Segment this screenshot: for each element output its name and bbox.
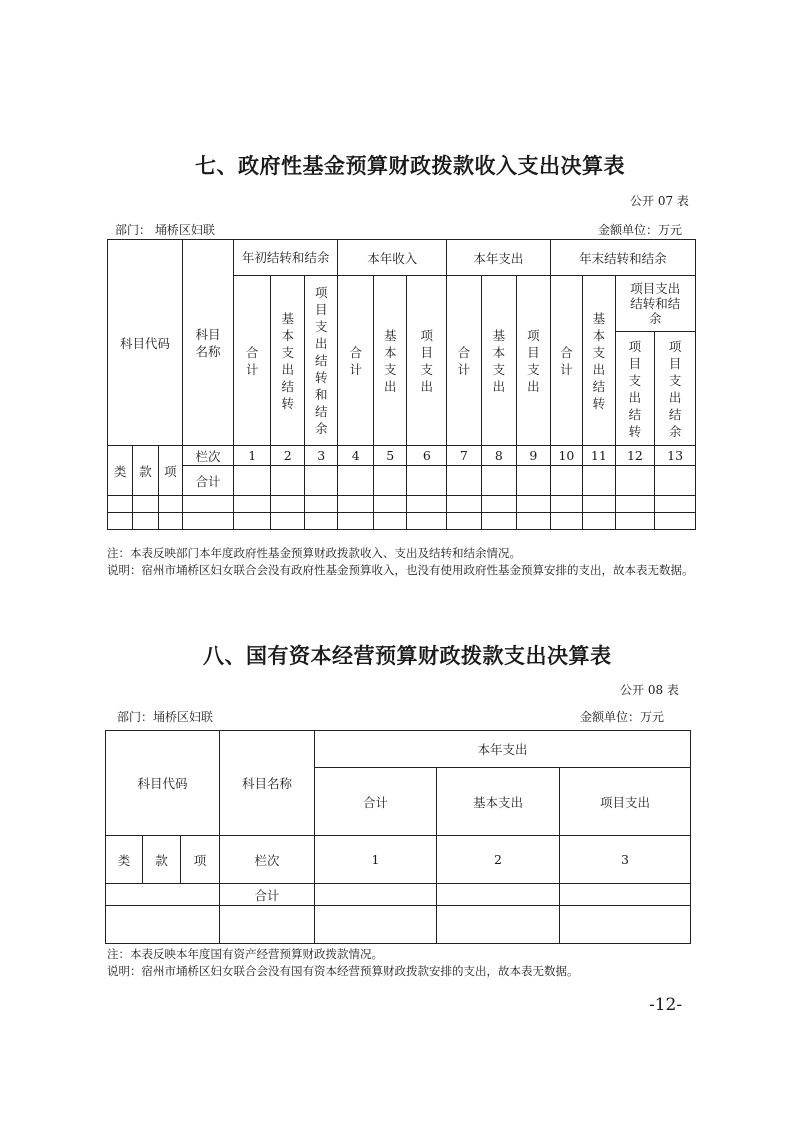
table7-end-project-group-header: 项目支出结转和结余 bbox=[615, 276, 695, 332]
table8-col-number: 3 bbox=[560, 836, 691, 884]
table7-col-number: 5 bbox=[373, 446, 407, 466]
table7-begin-project-header: 项目支出结转和结余 bbox=[304, 276, 338, 446]
table7-col-number: 7 bbox=[447, 446, 482, 466]
table8-expense-header: 本年支出 bbox=[315, 731, 691, 768]
table7-subject-code-header: 科目代码 bbox=[108, 240, 183, 446]
table-row bbox=[108, 513, 696, 530]
table7-subject-name-header: 科目名称 bbox=[183, 240, 234, 446]
table7-expense-basic-header: 基本支出 bbox=[481, 276, 517, 446]
table8-note: 注：本表反映本年度国有资产经营预算财政拨款情况。 bbox=[107, 947, 383, 961]
table8-project-header: 项目支出 bbox=[560, 768, 691, 836]
table7-total-row-label: 合计 bbox=[183, 466, 234, 496]
table7-col-number: 6 bbox=[407, 446, 447, 466]
table7-end-total-header: 合计 bbox=[550, 276, 582, 446]
table7-kuan-label: 款 bbox=[133, 446, 158, 496]
table7-col-number: 9 bbox=[517, 446, 551, 466]
table8-department: 部门：埇桥区妇联 bbox=[117, 710, 214, 724]
table8-kuan-label: 款 bbox=[143, 836, 181, 884]
table8-basic-header: 基本支出 bbox=[437, 768, 560, 836]
table7-col-number: 1 bbox=[233, 446, 271, 466]
table7-col-number: 11 bbox=[583, 446, 615, 466]
table8-lanci-label: 栏次 bbox=[220, 836, 315, 884]
table8-col-number: 2 bbox=[437, 836, 560, 884]
table7-col-number: 3 bbox=[304, 446, 338, 466]
table7-note: 注：本表反映部门本年度政府性基金预算财政拨款收入、支出及结转和结余情况。 bbox=[107, 546, 521, 560]
table7-unit: 金额单位：万元 bbox=[598, 223, 683, 237]
table8-col-number: 1 bbox=[315, 836, 437, 884]
table8-grid bbox=[105, 730, 691, 944]
table7-col-number: 13 bbox=[655, 446, 696, 466]
table7-expense-project-header: 项目支出 bbox=[517, 276, 551, 446]
table7-income-project-header: 项目支出 bbox=[407, 276, 447, 446]
table8-title: 八、国有资本经营预算财政拨款支出决算表 bbox=[203, 644, 612, 668]
table7-col-number: 2 bbox=[271, 446, 305, 466]
table7-grid bbox=[107, 239, 696, 530]
table7-title: 七、政府性基金预算财政拨款收入支出决算表 bbox=[195, 154, 625, 178]
table7-col-number: 12 bbox=[615, 446, 655, 466]
table7-begin-total-header: 合计 bbox=[233, 276, 271, 446]
table7-end-balance-header: 年末结转和结余 bbox=[550, 240, 695, 276]
table8-subject-code-header: 科目代码 bbox=[106, 731, 220, 836]
table7-col-number: 4 bbox=[338, 446, 374, 466]
table8-total-row-label: 合计 bbox=[220, 884, 315, 906]
table8-form-number: 公开 08 表 bbox=[620, 683, 679, 697]
table8-subject-name-header: 科目名称 bbox=[220, 731, 315, 836]
table7-expense-total-header: 合计 bbox=[447, 276, 482, 446]
table7-explanation: 说明：宿州市埇桥区妇女联合会没有政府性基金预算收入，也没有使用政府性基金预算安排的支出，故本表无数据。 bbox=[107, 563, 694, 577]
table8-total-header: 合计 bbox=[315, 768, 437, 836]
table7-end-project-balance-header: 项目支出结余 bbox=[655, 332, 696, 446]
page-number: -12- bbox=[649, 995, 683, 1015]
table7-lanci-label: 栏次 bbox=[183, 446, 234, 466]
table8-unit: 金额单位：万元 bbox=[580, 710, 665, 724]
table7-department: 部门： 埇桥区妇联 bbox=[115, 223, 215, 237]
table7-income-basic-header: 基本支出 bbox=[373, 276, 407, 446]
table7-end-project-carry-header: 项目支出结转 bbox=[615, 332, 655, 446]
table7-form-number: 公开 07 表 bbox=[630, 194, 689, 208]
table8-xiang-label: 项 bbox=[181, 836, 220, 884]
table7-col-number: 10 bbox=[550, 446, 582, 466]
table7-begin-basic-header: 基本支出结转 bbox=[271, 276, 305, 446]
table7-expense-header: 本年支出 bbox=[447, 240, 551, 276]
table7-income-total-header: 合计 bbox=[338, 276, 374, 446]
table7-lei-label: 类 bbox=[108, 446, 133, 496]
table-row bbox=[108, 496, 696, 513]
table7-end-basic-header: 基本支出结转 bbox=[583, 276, 615, 446]
table7-xiang-label: 项 bbox=[158, 446, 182, 496]
table7-col-number: 8 bbox=[481, 446, 517, 466]
table7-income-header: 本年收入 bbox=[338, 240, 447, 276]
table8-lei-label: 类 bbox=[106, 836, 143, 884]
table7-begin-balance-header: 年初结转和结余 bbox=[233, 240, 338, 276]
table8-explanation: 说明：宿州市埇桥区妇女联合会没有国有资本经营预算财政拨款安排的支出，故本表无数据。 bbox=[107, 964, 579, 978]
table-row bbox=[106, 906, 691, 944]
